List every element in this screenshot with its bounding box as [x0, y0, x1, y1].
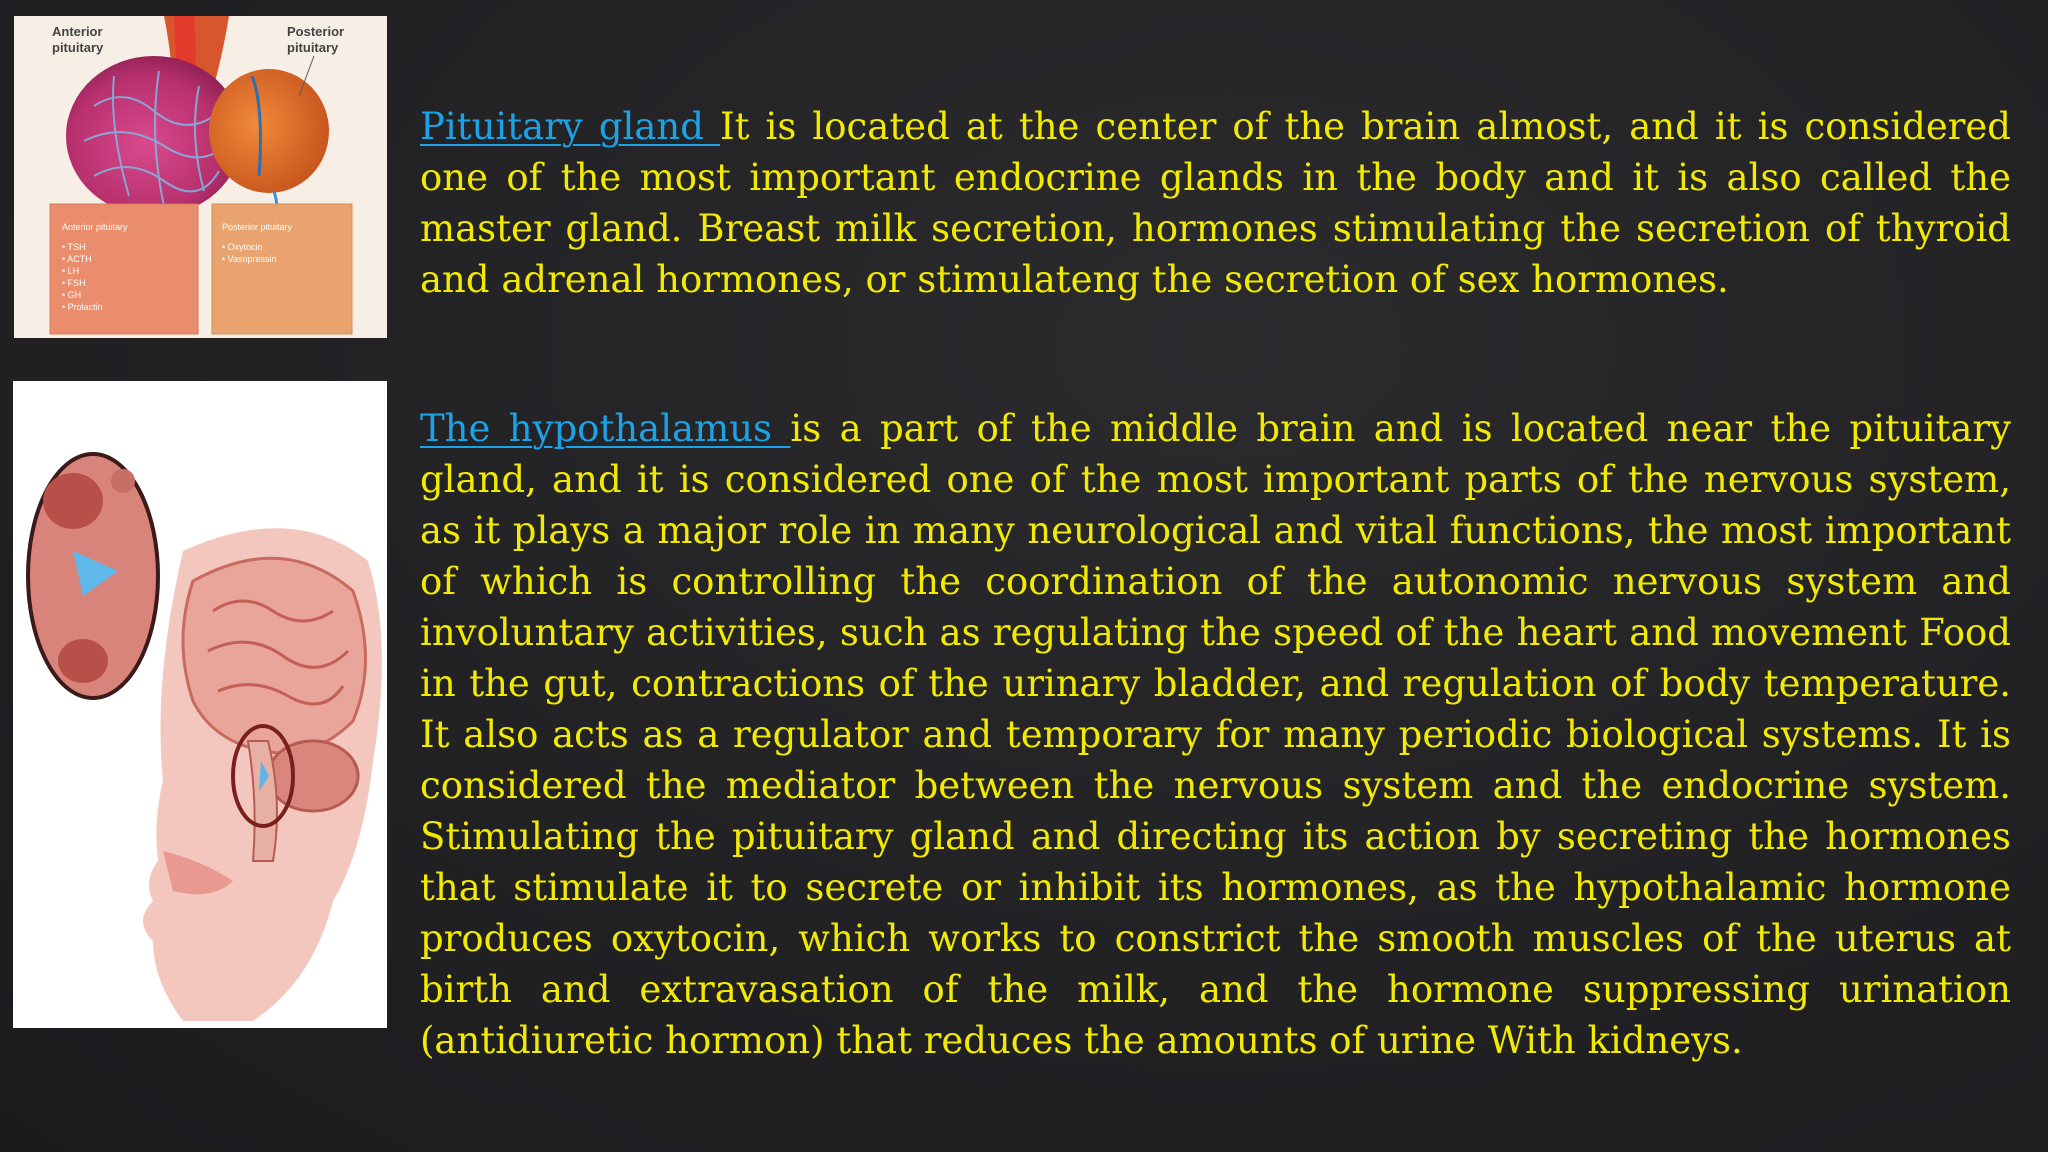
svg-text:Posterior pituitary: Posterior pituitary	[222, 222, 293, 232]
svg-text:• ACTH: • ACTH	[62, 254, 92, 264]
svg-text:• TSH: • TSH	[62, 242, 86, 252]
svg-text:• LH: • LH	[62, 266, 80, 276]
hypothalamus-image	[13, 381, 387, 1028]
svg-text:• Prolactin: • Prolactin	[62, 302, 103, 312]
hypothalamus-link[interactable]: The hypothalamus	[420, 407, 791, 450]
svg-text:• Oxytocin: • Oxytocin	[222, 242, 263, 252]
svg-text:• GH: • GH	[62, 290, 82, 300]
hypothalamus-description: is a part of the middle brain and is located near the pituitary gland, and it is considered one of the most important parts of the nervous system, as it plays a major role in many neurological and vital functions, the most important of which is controlling the coordination of the autonomic nervous system and involuntary activities, such as regulating the speed of the heart and movement Food in the gut, contractions of the urinary bladder, and regulation of body temperature. It also acts as a regulator and temporary for many periodic biological systems. It is considered the mediator between the nervous system and the endocrine system. Stimulating the pituitary gland and directing its action by secreting the hormones that stimulate it to secrete or inhibit its hormones, as the hypothalamic hormone produces oxytocin, which works to constrict the smooth muscles of the uterus at birth and extravasation of the milk, and the hormone suppressing urination (antidiuretic hormon) that reduces the amounts of urine With kidneys.	[420, 407, 2011, 1062]
brain-hypothalamus-icon	[13, 381, 387, 1028]
svg-text:Anterior: Anterior	[52, 24, 103, 39]
pituitary-gland-image	[14, 16, 387, 338]
pituitary-gland-link[interactable]: Pituitary gland	[420, 105, 720, 148]
pituitary-paragraph	[420, 101, 2011, 305]
svg-text:Anterior pituitary: Anterior pituitary	[62, 222, 128, 232]
svg-text:pituitary: pituitary	[287, 40, 339, 55]
hypothalamus-paragraph	[420, 403, 2011, 1066]
svg-text:pituitary: pituitary	[52, 40, 104, 55]
svg-text:• FSH: • FSH	[62, 278, 86, 288]
pituitary-diagram-icon	[14, 16, 387, 338]
pituitary-description: It is located at the center of the brain almost, and it is considered one of the most important endocrine glands in the body and it is also called the master gland. Breast milk secretion, hormones stimulating the secretion of thyroid and adrenal hormones, or stimulateng the secretion of sex hormones.	[420, 105, 2011, 301]
svg-text:• Vasopressin: • Vasopressin	[222, 254, 277, 264]
svg-text:Posterior: Posterior	[287, 24, 345, 39]
